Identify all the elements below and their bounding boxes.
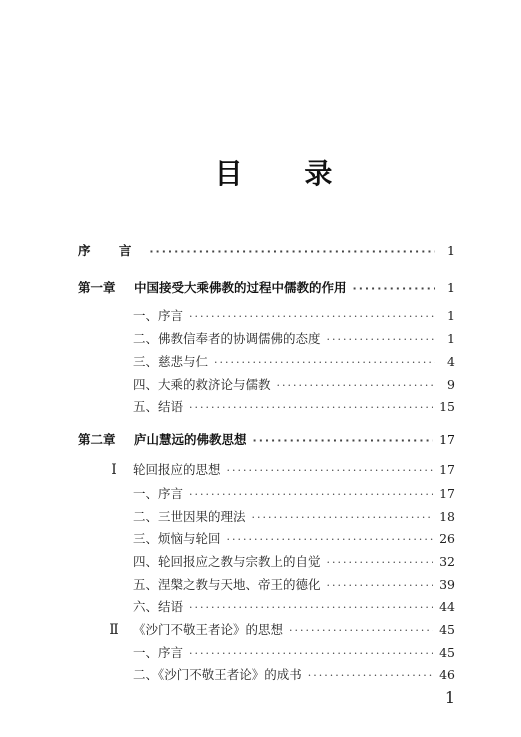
toc-entry-section[interactable] (133, 377, 455, 394)
leader-dots (327, 332, 435, 348)
page-number: 45 (439, 622, 455, 637)
page-number: 15 (439, 399, 455, 414)
leader-dots (252, 510, 434, 526)
section-title: 四、轮回报应之教与宗教上的自觉 (133, 554, 321, 569)
toc-entry-section[interactable] (133, 667, 455, 684)
section-title: 五、结语 (133, 399, 184, 414)
page-number: 1 (447, 243, 455, 258)
page-number: 1 (447, 331, 455, 346)
leader-dots (289, 623, 433, 639)
section-title: 二、三世因果的理法 (133, 509, 246, 524)
page-number: 26 (439, 531, 455, 546)
toc-entry-section[interactable] (133, 399, 455, 416)
leader-dots (189, 600, 433, 616)
page-number: 1 (447, 308, 455, 323)
chapter-title: 庐山慧远的佛教思想 (134, 432, 247, 447)
leader-dots (189, 309, 435, 325)
page-number: 1 (447, 280, 455, 295)
toc-entry-section[interactable] (133, 354, 455, 371)
toc-entry-section[interactable] (133, 577, 455, 594)
leader-dots (189, 646, 433, 662)
toc-entry-part-1[interactable] (98, 462, 455, 479)
toc-entry-section[interactable] (133, 554, 455, 571)
page-folio-number: 1 (444, 688, 455, 707)
toc-entry-section[interactable] (133, 308, 455, 325)
page-number: 17 (439, 486, 455, 501)
page-number: 39 (439, 577, 455, 592)
page-title: 目 录 (214, 157, 359, 190)
section-title: 二、佛教信奉者的协调儒佛的态度 (133, 331, 321, 346)
section-title: 五、涅槃之教与天地、帝王的德化 (133, 577, 321, 592)
chapter-title: 中国接受大乘佛教的过程中儒教的作用 (134, 280, 347, 295)
page-number: 17 (439, 432, 455, 447)
toc-entry-section[interactable] (133, 531, 455, 548)
part-numeral: Ⅱ (109, 622, 119, 638)
leader-dots (149, 244, 435, 260)
page-number: 17 (439, 462, 455, 477)
page-number: 45 (439, 645, 455, 660)
page-number: 9 (447, 377, 455, 392)
leader-dots (353, 281, 435, 297)
toc-entry-chapter-1[interactable] (78, 280, 455, 297)
toc-entry-chapter-2[interactable] (78, 432, 455, 449)
leader-dots (327, 578, 434, 594)
section-title: 三、烦恼与轮回 (133, 531, 221, 546)
toc-entry-preface[interactable] (78, 243, 455, 260)
section-title: 一、序言 (133, 486, 184, 501)
chapter-number: 第一章 (78, 280, 116, 295)
leader-dots (327, 555, 434, 571)
page-number: 32 (439, 554, 455, 569)
toc-entry-section[interactable] (133, 645, 455, 662)
section-title: 六、结语 (133, 599, 184, 614)
part-title: 轮回报应的思想 (133, 462, 221, 477)
section-title: 一、序言 (133, 645, 184, 660)
leader-dots (189, 400, 433, 416)
section-title: 一、序言 (133, 308, 184, 323)
leader-dots (308, 668, 433, 684)
toc-entry-section[interactable] (133, 486, 455, 503)
toc-entry-section[interactable] (133, 509, 455, 526)
leader-dots (189, 487, 433, 503)
leader-dots (277, 378, 435, 394)
leader-dots (253, 433, 434, 449)
section-title: 二、《沙门不敬王者论》的成书 (133, 667, 302, 682)
part-numeral: Ⅰ (111, 462, 117, 478)
toc-entry-section[interactable] (133, 331, 455, 348)
toc-entry-part-2[interactable] (98, 622, 455, 639)
leader-dots (227, 532, 434, 548)
section-title: 四、大乘的救济论与儒教 (133, 377, 271, 392)
chapter-number: 第二章 (78, 432, 116, 447)
page-number: 18 (439, 509, 455, 524)
section-title: 三、慈悲与仁 (133, 354, 209, 369)
page-number: 44 (439, 599, 455, 614)
leader-dots (214, 355, 435, 371)
preface-label: 序 言 (78, 243, 144, 258)
page-number: 46 (439, 667, 455, 682)
leader-dots (227, 463, 434, 479)
page-number: 4 (447, 354, 455, 369)
toc-entry-section[interactable] (133, 599, 455, 616)
part-title: 《沙门不敬王者论》的思想 (133, 622, 284, 637)
